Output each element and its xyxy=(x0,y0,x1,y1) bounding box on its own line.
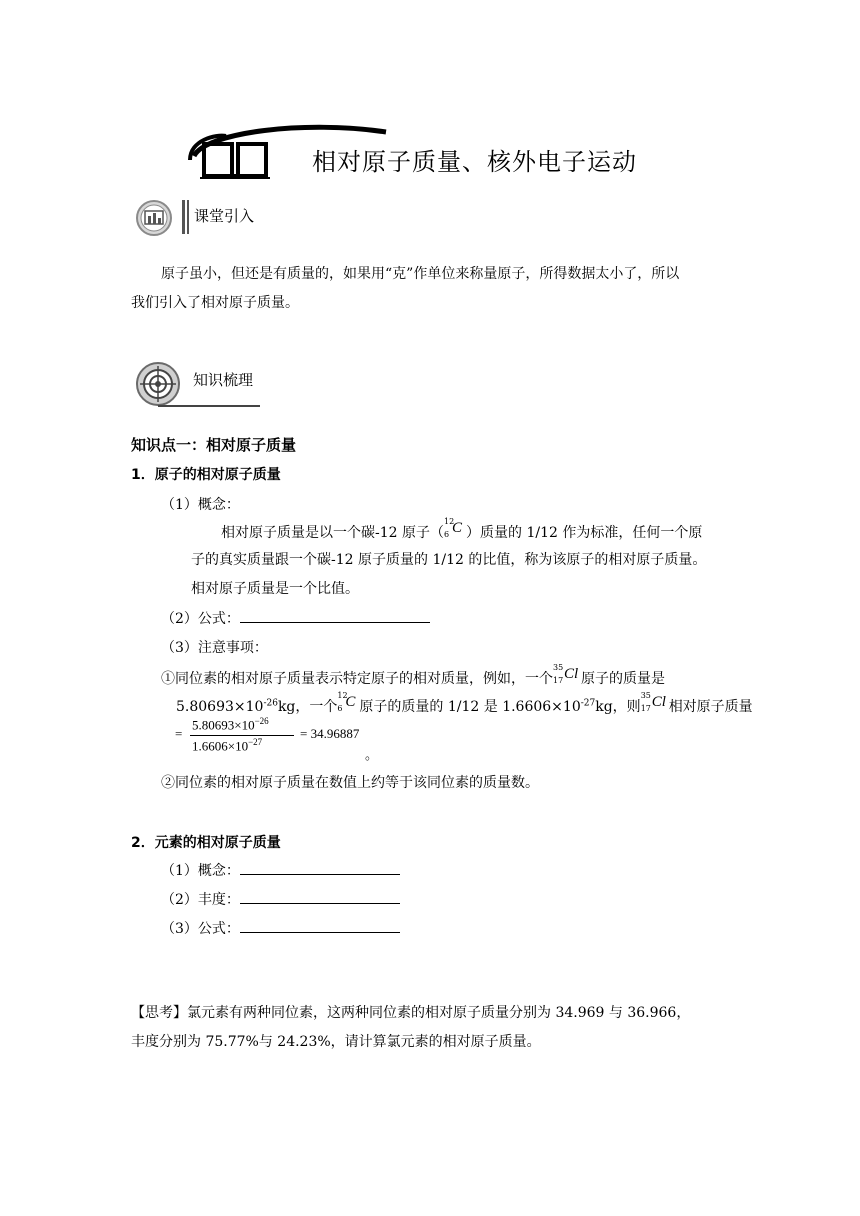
element-concept-row: （1）概念： xyxy=(161,860,400,880)
section-label-intro: 课堂引入 xyxy=(194,207,255,225)
page-title: 相对原子质量、核外电子运动 xyxy=(312,148,637,176)
knowledge-point-heading: 知识点一：相对原子质量 xyxy=(131,436,297,454)
element-formula-blank[interactable] xyxy=(240,920,400,933)
isotope-c12: 12 6 C xyxy=(337,691,356,713)
element-abundance-row: （2）丰度： xyxy=(161,889,400,909)
note1-line2: $5.80693\times 10^{-26}kg$，一个 12 6 C 原子的质量的 1/12 是 $1.6606\times 10^{-27}kg$，则 35 17 Cl 相对原子质量 xyxy=(176,691,753,715)
formula-row: （2）公式： xyxy=(161,608,430,628)
isotope-c12: 12 6 C xyxy=(444,517,463,539)
section-divider xyxy=(187,200,189,234)
element-abundance-blank[interactable] xyxy=(240,891,400,904)
concept-label: （1）概念： xyxy=(161,497,240,513)
isotope-cl35: 35 17 Cl xyxy=(640,691,666,713)
intro-paragraph-line1: 原子虽小，但还是有质量的，如果用“克”作单位来称量原子，所得数据太小了，所以 xyxy=(161,266,680,282)
note1-line1: ①同位素的相对原子质量表示特定原子的相对质量，例如，一个 35 17 Cl 原子的质量是 xyxy=(161,663,665,687)
fraction-denominator: $1.6606\times 10^{-27}$ xyxy=(192,737,263,754)
chart-icon xyxy=(134,198,174,238)
concept-line2: 子的真实质量跟一个碳-12 原子质量的 1/12 的比值，称为该原子的相对原子质量。 xyxy=(191,552,707,568)
concept-line3: 相对原子质量是一个比值。 xyxy=(191,581,359,597)
isotope-cl35: 35 17 Cl xyxy=(553,663,579,685)
section-divider xyxy=(182,200,185,234)
section-label-knowledge: 知识梳理 xyxy=(193,371,254,389)
subheading-element-mass: 2．元素的相对原子质量 xyxy=(131,835,281,851)
element-concept-blank[interactable] xyxy=(240,862,400,875)
formula-blank[interactable] xyxy=(240,610,430,623)
concept-line1: 相对原子质量是以一个碳-12 原子（ 12 6 C ）质量的 1/12 作为标准，任何一个原 xyxy=(221,517,703,541)
intro-paragraph-line2: 我们引入了相对原子质量。 xyxy=(131,295,299,311)
think-question-line1: 【思考】氯元素有两种同位素，这两种同位素的相对原子质量分别为 34.969 与 36.966， xyxy=(131,1005,691,1021)
element-formula-row: （3）公式： xyxy=(161,918,400,938)
think-question-line2: 丰度分别为 75.77%与 24.23%，请计算氯元素的相对原子质量。 xyxy=(131,1034,541,1050)
fraction-numerator: $5.80693\times 10^{-26}$ xyxy=(192,716,269,733)
notes-label: （3）注意事项： xyxy=(161,640,268,656)
subheading-atomic-mass: 1．原子的相对原子质量 xyxy=(131,467,281,483)
note2: ②同位素的相对原子质量在数值上约等于该同位素的质量数。 xyxy=(161,775,539,791)
